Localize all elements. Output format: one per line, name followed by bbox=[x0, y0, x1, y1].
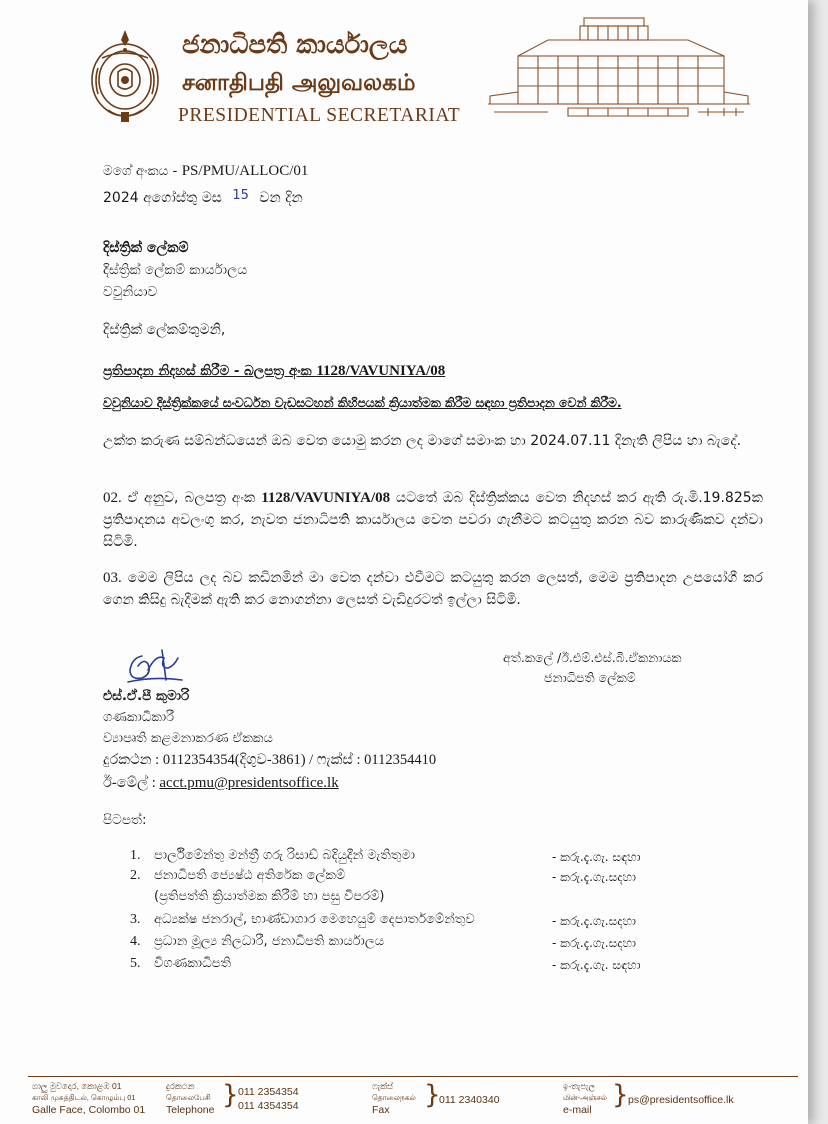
reference-line bbox=[103, 163, 308, 180]
footer-telephone-number-2: 011 4354354 bbox=[238, 1100, 299, 1112]
copy-note: - කරු.දැ.ගැ. සඳහා bbox=[552, 850, 641, 864]
copy-number: 3. bbox=[130, 912, 141, 927]
footer-telephone-tamil: தொலைபேசி bbox=[166, 1093, 211, 1102]
footer-fax-english: Fax bbox=[372, 1104, 390, 1116]
reference-label: මගේ අංකය - bbox=[103, 163, 182, 179]
contact-phone-fax bbox=[103, 752, 436, 769]
footer-brace: } bbox=[222, 1080, 239, 1110]
subject-permit-number: 1128/VAVUNIYA/08 bbox=[316, 363, 446, 379]
paragraph-3-text: මෙම ලිපිය ලද බව කඩිනමින් මා වෙත දන්වා එවීමට කටයුතු කරන ලෙසත්, මෙම ප්‍රතිපාදන උපයෝගී කර ගෙන කිසිදු බැදීමක් ඇති කර නොගන්නා ලෙසත් වැඩිදුරටත් ඉල්ලා සිටිමි. bbox=[103, 570, 763, 608]
secretary-signature-line: අත්.කලේ /ඊ.එම්.එස්.බී.ඒකනායක bbox=[503, 650, 682, 665]
copy-item-4 bbox=[130, 934, 384, 950]
footer-telephone-number-1: 011 2354354 bbox=[238, 1086, 299, 1098]
paragraph-2-permit: 1128/VAVUNIYA/08 bbox=[261, 490, 391, 506]
handwritten-signature-icon bbox=[124, 644, 184, 686]
copy-number: 5. bbox=[130, 956, 141, 971]
footer-telephone-sinhala: දුරකථන bbox=[166, 1081, 195, 1091]
copy-recipient: විගණකාධිපති bbox=[154, 956, 232, 971]
subject-line-1 bbox=[103, 363, 445, 380]
date-suffix: වන දින bbox=[259, 190, 303, 206]
body-paragraph-3 bbox=[103, 567, 763, 611]
recipient-office: දිස්ත්‍රික් ලේකම් කාර්යාලය bbox=[103, 262, 248, 278]
body-paragraph-1: උක්ත කරුණ සම්බන්ධයෙන් ඔබ වෙත යොමු කරන ලද මාගේ සමාංක හා 2024.07.11 දිනැති ලිපිය හා බැදේ. bbox=[103, 433, 742, 449]
accountant-name: එස්.ඒ.පී කුමාරි bbox=[103, 688, 190, 704]
presidential-secretariat-building-icon bbox=[488, 16, 750, 124]
footer-address-tamil: காலி முகத்திடல், கொழும்பு 01 bbox=[32, 1093, 136, 1102]
copies-label: පිටපත්: bbox=[103, 812, 147, 828]
accountant-unit: ව්‍යාපෘති කළමනාකරණ ඒකකය bbox=[103, 731, 273, 746]
footer-email-english: e-mail bbox=[563, 1104, 592, 1116]
copy-item-2 bbox=[130, 868, 345, 884]
recipient-title: දිස්ත්‍රික් ලේකම් bbox=[103, 240, 189, 256]
body-paragraph-2 bbox=[103, 487, 763, 553]
footer-fax-sinhala: ෆැක්ස් bbox=[372, 1081, 394, 1091]
subject-line-2: වවුනියාව දිස්ත්‍රික්කයේ සංවර්ධන වැඩසටහන් කිහිපයක් ක්‍රියාත්මක කිරීම සඳහා ප්‍රතිපාදන වෙන් කිරීම. bbox=[103, 395, 622, 410]
paragraph-2-text-c: යටතේ ඔබ දිස්ත්‍රික්කය වෙත නිදහස් කර ඇති රු.මි.19.825ක ප්‍රතිපාදනය අවලංගු කර, නැවත ජනාධිපති කාර්යාලය වෙත පවරා ගැනීමට කටයුතු කරන බව කාරුණිකව දන්වා සිටිමි. bbox=[103, 490, 764, 550]
date-line bbox=[103, 190, 303, 206]
footer-divider bbox=[28, 1076, 798, 1077]
accountant-title: ගණකාධිකාරී bbox=[103, 710, 175, 725]
copy-recipient: අධ්‍යක්ෂ ජනරාල්, භාණ්ඩාගාර මෙහෙයුම් දෙපාර්තමේන්තුව bbox=[154, 912, 475, 927]
copy-recipient: ජනාධිපති ජ්‍යෙෂ්ඨ අතිරේක ලේකම් bbox=[154, 868, 346, 883]
copy-number: 4. bbox=[130, 934, 141, 949]
salutation: දිස්ත්‍රික් ලේකම්තුමනි, bbox=[103, 322, 226, 338]
copy-note: - කරු.දැ.ගැ.සදහා bbox=[552, 870, 636, 884]
footer-brace: } bbox=[612, 1080, 629, 1110]
header-title-sinhala: ජනාධිපති කාර්යාලය bbox=[182, 30, 408, 60]
copy-recipient: ප්‍රධාන මූල්‍ය නිලධාරී, ජනාධිපති කාර්යාලය bbox=[154, 934, 385, 949]
copy-note: - කරු.දැ.ගැ. සඳහා bbox=[552, 958, 641, 972]
copy-recipient: පාර්ලිමේන්තු මන්ත්‍රී ගරු රිසාඩ් බදියුදීන් මැතිතුමා bbox=[154, 848, 416, 863]
email-label: ඊ-මේල් : bbox=[103, 775, 160, 791]
footer-email-tamil: மின்-அஞ்சல் bbox=[563, 1093, 607, 1102]
phone-fax-text: දුරකථන : 0112354354(දිගුව-3861) / ෆැක්ස් : 0112354410 bbox=[103, 752, 437, 768]
footer-email-address[interactable]: ps@presidentsoffice.lk bbox=[628, 1094, 734, 1106]
copy-number: 1. bbox=[130, 848, 141, 863]
secretary-title: ජනාධිපති ලේකම් bbox=[544, 670, 636, 685]
paragraph-2-number: 02. bbox=[103, 490, 122, 506]
contact-email bbox=[103, 772, 339, 792]
paragraph-3-number: 03. bbox=[103, 570, 122, 586]
footer-email-sinhala: ඉ-තැපැල bbox=[563, 1081, 596, 1091]
footer-telephone-english: Telephone bbox=[166, 1104, 215, 1116]
header-title-english: PRESIDENTIAL SECRETARIAT bbox=[178, 105, 461, 126]
copy-note: - කරු.දැ.ගැ.සදහා bbox=[552, 936, 636, 950]
reference-number: PS/PMU/ALLOC/01 bbox=[181, 163, 309, 179]
subject-line-1-prefix: ප්‍රතිපාදන නිදහස් කිරීම - බලපත්‍ර අංක bbox=[103, 363, 317, 379]
paragraph-2-text-a: ඒ අනුව, බලපත්‍ර අංක bbox=[127, 490, 262, 506]
sri-lanka-emblem-icon bbox=[88, 28, 162, 126]
copy-note: - කරු.දැ.ගැ.සදහා bbox=[552, 914, 636, 928]
header-title-tamil: சனாதிபதி அலுவலகம் bbox=[182, 70, 416, 96]
copy-item-1 bbox=[130, 848, 415, 864]
date-day-handwritten: 15 bbox=[232, 188, 249, 203]
footer-fax-number: 011 2340340 bbox=[439, 1094, 500, 1106]
copy-item-5 bbox=[130, 956, 231, 972]
footer-address-english: Galle Face, Colombo 01 bbox=[32, 1104, 146, 1116]
recipient-location: වවුනියාව bbox=[103, 284, 158, 300]
email-link[interactable]: acct.pmu@presidentsoffice.lk bbox=[159, 775, 339, 791]
footer-address-sinhala: ගාලු මුවදොර, කොළඹ 01 bbox=[32, 1081, 122, 1091]
copy-number: 2. bbox=[130, 868, 141, 883]
footer-brace: } bbox=[424, 1080, 441, 1110]
copy-item-3 bbox=[130, 912, 475, 928]
copy-recipient-detail: (ප්‍රතිපත්ති ක්‍රියාත්මක කිරීම් හා පසු විපරම්) bbox=[154, 889, 385, 904]
footer-fax-tamil: தொலைநகல் bbox=[372, 1093, 416, 1102]
date-year-month: 2024 අගෝස්තු මස bbox=[103, 190, 222, 206]
